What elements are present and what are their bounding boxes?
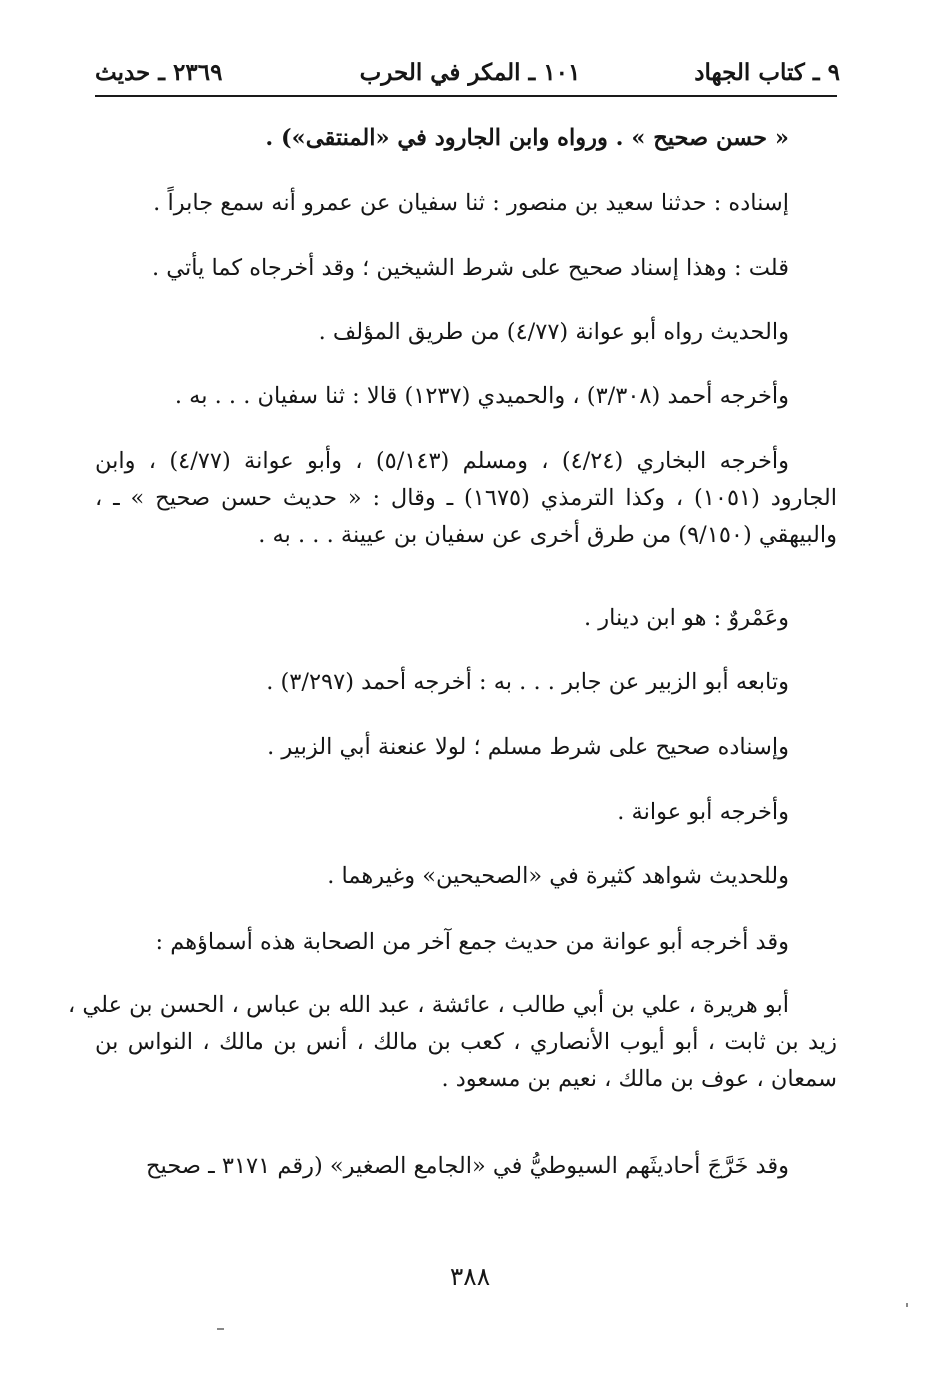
paragraph-line: زيد بن ثابت ، أبو أيوب الأنصاري ، كعب بن مالك ، أنس بن مالك ، النواس بن	[95, 1029, 837, 1055]
scan-speck	[906, 1303, 908, 1307]
paragraph-companions-list	[67, 987, 837, 1098]
paragraph-author-comment: قلت : وهذا إسناد صحيح على شرط الشيخين ؛ وقد أخرجاه كما يأتي .	[151, 255, 789, 281]
paragraph-abu-awana: والحديث رواه أبو عوانة (٤/٧٧) من طريق المؤلف .	[318, 319, 789, 345]
page-number: ٣٨٨	[449, 1262, 491, 1291]
paragraph-mutaba-a: وتابعه أبو الزبير عن جابر . . . به : أخرجه أحمد (٣/٢٩٧) .	[266, 669, 789, 695]
header-divider	[95, 95, 837, 97]
header-chapter-title: ٩ ـ كتاب الجهاد	[694, 59, 840, 86]
header-hadith-number: ٢٣٦٩ ـ حديث	[95, 59, 223, 86]
paragraph-shawahid: وللحديث شواهد كثيرة في «الصحيحين» وغيرهما .	[327, 863, 789, 889]
paragraph-line: الجارود (١٠٥١) ، وكذا الترمذي (١٦٧٥) ـ وقال : « حديث حسن صحيح » ـ ،	[95, 485, 838, 511]
paragraph-bukhari-takhrij	[95, 443, 837, 554]
paragraph-line: سمعان ، عوف بن مالك ، نعيم بن مسعود .	[441, 1066, 837, 1092]
paragraph-suyuti: وقد خَرَّجَ أحاديثَهم السيوطيُّ في «الجامع الصغير» (رقم ٣١٧١ ـ صحيح	[146, 1153, 789, 1179]
paragraph-isnad: إسناده : حدثنا سعيد بن منصور : ثنا سفيان عن عمرو أنه سمع جابراً .	[153, 190, 789, 216]
paragraph-grading-note: « حسن صحيح » . ورواه وابن الجارود في «المنتقى») .	[265, 125, 789, 151]
paragraph-amr-note: وعَمْروٌ : هو ابن دينار .	[584, 605, 789, 631]
paragraph-isnad-grade: وإسناده صحيح على شرط مسلم ؛ لولا عنعنة أبي الزبير .	[267, 734, 789, 760]
paragraph-line: أبو هريرة ، علي بن أبي طالب ، عائشة ، عبد الله بن عباس ، الحسن بن علي ،	[67, 992, 789, 1018]
paragraph-companions-intro: وقد أخرجه أبو عوانة من حديث جمع آخر من الصحابة هذه أسماؤهم :	[155, 929, 789, 955]
scan-speck	[217, 1328, 224, 1330]
paragraph-ahmad: وأخرجه أحمد (٣/٣٠٨) ، والحميدي (١٢٣٧) قالا : ثنا سفيان . . . به .	[174, 383, 789, 409]
paragraph-abu-awana-2: وأخرجه أبو عوانة .	[617, 799, 789, 825]
header-section-title: ١٠١ ـ المكر في الحرب	[359, 59, 581, 86]
paragraph-line: والبيهقي (٩/١٥٠) من طرق أخرى عن سفيان بن عيينة . . . به .	[258, 522, 837, 548]
paragraph-line: وأخرجه البخاري (٤/٢٤) ، ومسلم (٥/١٤٣) ، وأبو عوانة (٤/٧٧) ، وابن	[95, 448, 790, 474]
